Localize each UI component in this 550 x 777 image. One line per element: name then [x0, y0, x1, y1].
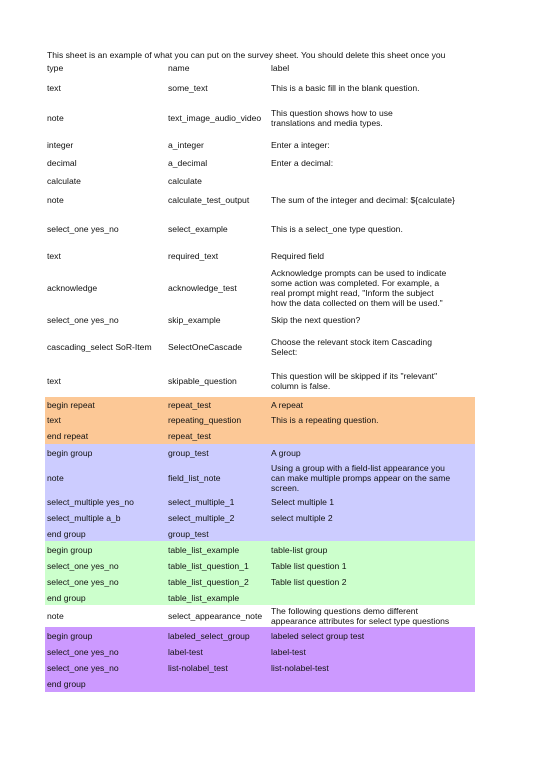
cell-name: repeat_test	[168, 399, 211, 410]
cell-type: begin group	[47, 544, 93, 555]
cell-name: a_decimal	[168, 158, 208, 168]
header-row	[45, 62, 475, 76]
cell-name: table_list_question_1	[168, 561, 249, 571]
cell-label-text: The following questions demo different appearance attributes for select type questions	[271, 606, 450, 626]
cell-name: repeating_question	[168, 415, 242, 425]
cell-type: note	[47, 473, 64, 483]
cell-type: select_one yes_no	[47, 561, 119, 571]
cell-type: select_one yes_no	[47, 663, 119, 673]
cell-type: end group	[47, 528, 86, 539]
cell-name: repeat_test	[168, 431, 211, 441]
cell-type: begin repeat	[47, 399, 95, 410]
cell-label: select multiple 2	[271, 513, 333, 523]
cell-name: select_multiple_2	[168, 513, 235, 523]
cell-label-text: This question shows how to use translations and media types.	[271, 108, 393, 128]
table-row	[45, 428, 475, 444]
cell-name: labeled_select_group	[168, 630, 250, 641]
cell-name: skipable_question	[168, 376, 237, 386]
cell-label-text: Choose the relevant stock item Cascading Select:	[271, 337, 432, 357]
table-row	[45, 189, 475, 211]
table-row	[45, 676, 475, 692]
cell-label	[271, 462, 475, 494]
cell-name: group_test	[168, 448, 209, 458]
cell-name: required_text	[168, 251, 219, 261]
cell-type: text	[47, 251, 61, 261]
cell-type: calculate	[47, 175, 81, 186]
table-row	[45, 100, 475, 136]
cell-type: end repeat	[47, 431, 89, 441]
cell-label-text: Acknowledge prompts can be used to indicate some action was completed. For example, a real prompt might read, "Inform the subject how the data collected on them will be used."	[271, 268, 447, 308]
cell-name: list-nolabel_test	[168, 663, 228, 673]
cell-type: text	[47, 376, 61, 386]
cell-label: Required field	[271, 251, 325, 261]
cell-label	[271, 676, 475, 692]
cell-type: decimal	[47, 158, 77, 168]
table-row	[45, 660, 475, 676]
cell-name: label-test	[168, 647, 203, 657]
cell-label	[271, 100, 475, 136]
table-row	[45, 172, 475, 189]
cell-label: Table list question 2	[271, 577, 347, 587]
cell-type: select_one yes_no	[47, 647, 119, 657]
cell-label: A repeat	[271, 399, 304, 410]
table-row	[45, 590, 475, 605]
cell-type: select_one yes_no	[47, 577, 119, 587]
cell-label: Table list question 1	[271, 561, 347, 571]
cell-type: select_one yes_no	[47, 224, 119, 234]
cell-name	[168, 676, 273, 692]
cell-name: table_list_example	[168, 544, 240, 555]
cell-label	[271, 428, 475, 444]
cell-name: group_test	[168, 528, 209, 539]
table-row	[45, 329, 475, 365]
table-row	[45, 526, 475, 541]
cell-name: a_integer	[168, 140, 204, 150]
header-label: label	[271, 63, 290, 73]
table-row	[45, 574, 475, 590]
cell-type: select_multiple yes_no	[47, 497, 134, 507]
table-row	[45, 76, 475, 100]
cell-name: calculate	[168, 175, 202, 186]
cell-label: This is a basic fill in the blank question.	[271, 83, 420, 93]
header-type: type	[47, 63, 64, 73]
cell-type: note	[47, 113, 64, 123]
cell-label: label-test	[271, 647, 306, 657]
cell-type: select_multiple a_b	[47, 513, 121, 523]
table-row	[45, 541, 475, 558]
cell-name: calculate_test_output	[168, 195, 250, 205]
cell-name: skip_example	[168, 315, 221, 325]
cell-label	[271, 526, 475, 541]
table-row	[45, 412, 475, 428]
cell-name: select_appearance_note	[168, 611, 263, 621]
table-row	[45, 136, 475, 154]
cell-name: select_example	[168, 224, 228, 234]
cell-label	[271, 605, 475, 627]
cell-label: This is a repeating question.	[271, 415, 379, 425]
header-name: name	[168, 63, 190, 73]
cell-name: some_text	[168, 83, 208, 93]
table-row	[45, 444, 475, 462]
intro-text: This sheet is an example of what you can put on the survey sheet. You should delete this sheet once you	[47, 50, 446, 60]
cell-label: This is a select_one type question.	[271, 224, 403, 234]
cell-type: note	[47, 611, 64, 621]
table-row	[45, 365, 475, 397]
cell-label: Enter a integer:	[271, 140, 330, 150]
cell-label	[271, 365, 475, 397]
cell-type: text	[47, 415, 61, 425]
cell-label	[271, 329, 475, 365]
cell-name: SelectOneCascade	[168, 342, 243, 352]
table-row	[45, 211, 475, 247]
cell-label	[271, 590, 475, 605]
table-row	[45, 558, 475, 574]
cell-label: table-list group	[271, 544, 328, 555]
cell-label: A group	[271, 448, 301, 458]
cell-label: Enter a decimal:	[271, 158, 334, 168]
cell-type: end group	[47, 592, 86, 603]
survey-sheet-table	[45, 62, 475, 692]
cell-label	[271, 265, 475, 311]
cell-type: select_one yes_no	[47, 315, 119, 325]
cell-label: Select multiple 1	[271, 497, 335, 507]
table-row	[45, 510, 475, 526]
cell-type: cascading_select SoR-Item	[47, 342, 152, 352]
cell-label: labeled select group test	[271, 630, 365, 641]
cell-name: table_list_example	[168, 592, 240, 603]
cell-type: begin group	[47, 630, 93, 641]
table-row	[45, 605, 475, 627]
table-row	[45, 397, 475, 412]
cell-name: field_list_note	[168, 473, 221, 483]
cell-name: table_list_question_2	[168, 577, 249, 587]
table-row	[45, 265, 475, 311]
cell-type: text	[47, 83, 61, 93]
cell-label-text: Using a group with a field-list appearance you can make multiple promps appear on the same screen.	[271, 463, 451, 493]
table-row	[45, 154, 475, 172]
cell-label	[271, 172, 475, 189]
cell-type: begin group	[47, 448, 93, 458]
cell-label-text: This question will be skipped if its "relevant" column is false.	[271, 371, 438, 391]
cell-type: end group	[47, 679, 86, 689]
cell-label: list-nolabel-test	[271, 663, 329, 673]
cell-name: text_image_audio_video	[168, 113, 262, 123]
table-row	[45, 644, 475, 660]
cell-label: Skip the next question?	[271, 315, 361, 325]
table-row	[45, 311, 475, 329]
cell-type: acknowledge	[47, 283, 98, 293]
cell-type: integer	[47, 140, 74, 150]
cell-label: The sum of the integer and decimal: ${calculate}	[271, 195, 455, 205]
cell-type: note	[47, 195, 64, 205]
table-row	[45, 494, 475, 510]
table-row	[45, 627, 475, 644]
cell-name: select_multiple_1	[168, 497, 235, 507]
table-row	[45, 247, 475, 265]
cell-name: acknowledge_test	[168, 283, 237, 293]
table-row	[45, 462, 475, 494]
